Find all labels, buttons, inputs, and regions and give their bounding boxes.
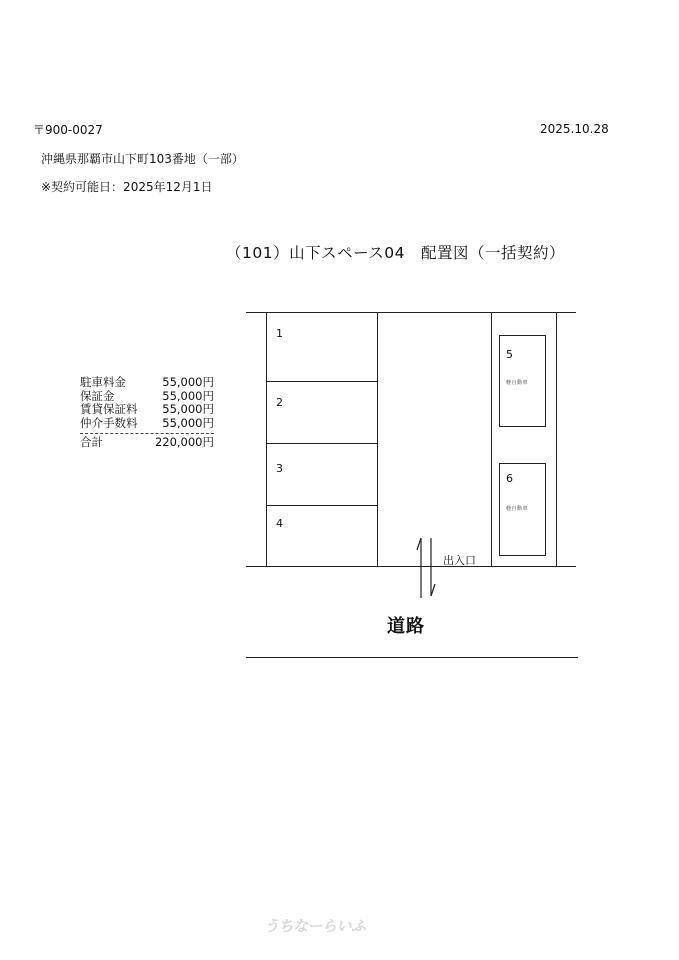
fee-label: 賃貸保証料 — [80, 402, 138, 416]
entrance-label: 出入口 — [443, 554, 476, 567]
kei-car-note: 軽自動車 — [506, 506, 529, 512]
parking-space-number: 1 — [276, 327, 283, 340]
road-far-edge — [246, 657, 578, 658]
document-date: 2025.10.28 — [540, 122, 609, 136]
kei-car-note: 軽自動車 — [506, 380, 529, 386]
kei-car-space — [499, 335, 546, 427]
entrance-arrows-icon — [412, 534, 442, 600]
parking-space-number: 4 — [276, 517, 283, 530]
plan-bottom-boundary — [246, 566, 576, 567]
fee-amount: 55,000円 — [162, 402, 214, 416]
parking-space-number: 6 — [506, 472, 513, 485]
right-lot-divider — [556, 312, 557, 566]
fee-row — [80, 403, 214, 417]
fee-label: 保証金 — [80, 388, 115, 403]
fee-table — [80, 376, 214, 450]
fee-amount: 55,000円 — [162, 375, 214, 389]
fee-row — [80, 376, 214, 390]
plan-top-boundary — [246, 312, 576, 313]
right-lot-edge — [491, 312, 492, 566]
space-divider — [266, 443, 377, 444]
parking-space-number: 3 — [276, 462, 283, 475]
parking-space-number: 5 — [506, 348, 513, 361]
availability-date: ※契約可能日：2025年12月1日 — [41, 180, 213, 194]
watermark-logo: うちなーらいふ — [264, 917, 366, 935]
fee-total-label: 合計 — [80, 435, 103, 449]
address: 沖縄県那覇市山下町103番地（一部） — [41, 152, 244, 166]
fee-row — [80, 390, 214, 404]
space-divider — [266, 381, 377, 382]
fee-amount: 55,000円 — [162, 388, 214, 403]
kei-car-space — [499, 463, 546, 556]
fee-label: 仲介手数料 — [80, 415, 138, 430]
fee-divider — [80, 433, 214, 434]
fee-label: 駐車料金 — [80, 375, 126, 389]
space-divider — [266, 505, 377, 506]
left-lot-divider — [377, 312, 378, 566]
fee-amount: 55,000円 — [162, 415, 214, 430]
road-label: 道路 — [387, 616, 425, 637]
postal-code: 〒900-0027 — [33, 123, 103, 137]
page-title: （101）山下スペース04 配置図（一括契約） — [226, 244, 566, 262]
fee-total-amount: 220,000円 — [154, 435, 214, 449]
fee-total-row — [80, 436, 214, 450]
fee-row — [80, 417, 214, 431]
left-lot-edge — [266, 312, 267, 566]
parking-space-number: 2 — [276, 396, 283, 409]
